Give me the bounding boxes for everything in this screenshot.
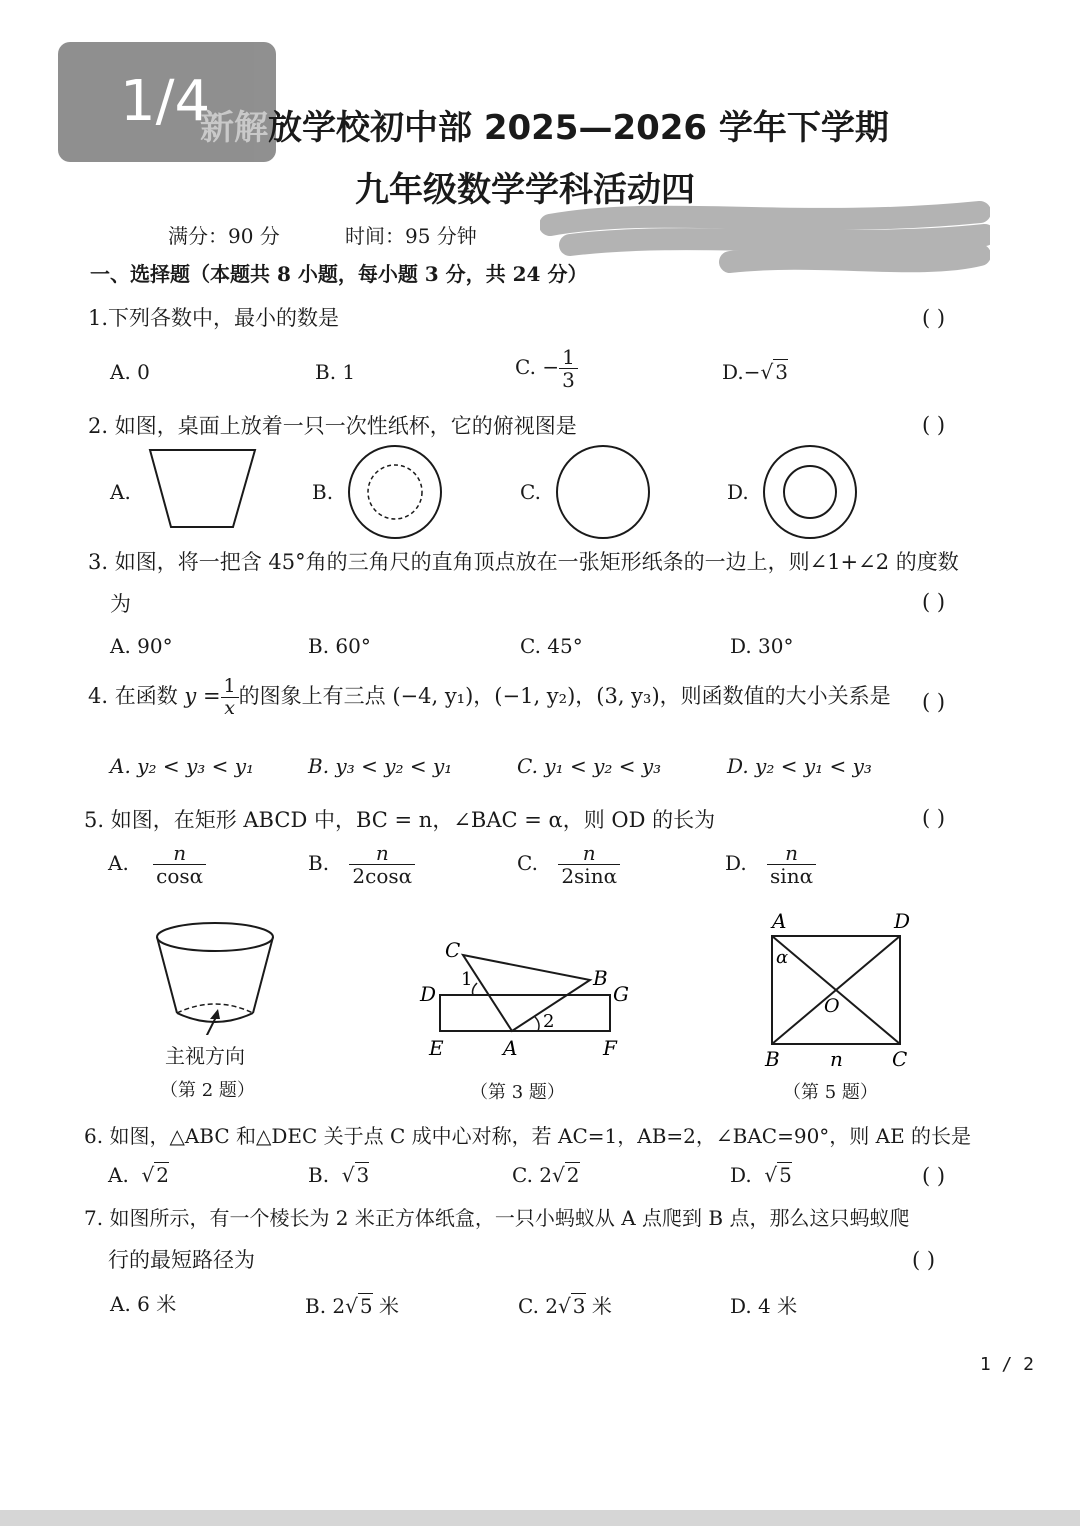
q3-stem-cont: 为 xyxy=(110,592,131,616)
f3-label-D: D xyxy=(420,982,437,1006)
exam-time: 时间：95 分钟 xyxy=(345,224,477,248)
f3-label-E: E xyxy=(429,1036,444,1060)
fig3-caption: （第 3 题） xyxy=(470,1082,565,1103)
q2-option-a: A. xyxy=(110,480,131,504)
q7-option-a: A. 6 米 xyxy=(110,1292,177,1316)
section-heading: 一、选择题（本题共 8 小题，每小题 3 分，共 24 分） xyxy=(90,262,588,286)
q5-stem: 5. 如图，在矩形 ABCD 中，BC = n，∠BAC = α，则 OD 的长为 xyxy=(84,808,716,832)
q2-dashed-ring-figure xyxy=(345,442,445,542)
fig2-caption: （第 2 题） xyxy=(160,1080,255,1101)
q1-option-d: D.−√ 3 xyxy=(722,360,788,384)
q6-option-c: C. 2√ 2 xyxy=(512,1163,580,1187)
q6-option-b: B. √ 3 xyxy=(308,1163,370,1187)
page-indicator-badge: 1/4 xyxy=(58,42,276,162)
q3-option-d: D. 30° xyxy=(730,634,794,658)
redaction-scribble xyxy=(540,200,990,280)
f3-label-F: F xyxy=(603,1036,617,1060)
q7-answer-paren: ( ) xyxy=(912,1248,936,1272)
q1-answer-paren: ( ) xyxy=(922,306,946,330)
q6-option-a: A. √ 2 xyxy=(108,1163,170,1187)
page-number: 1 / 2 xyxy=(979,1354,1034,1375)
view-direction-label: 主视方向 xyxy=(165,1044,245,1068)
q1-option-b: B. 1 xyxy=(315,360,356,384)
q3-stem: 3. 如图，将一把含 45°角的三角尺的直角顶点放在一张矩形纸条的一边上，则∠1+∠2 的度数 xyxy=(88,550,959,574)
q6-stem: 6. 如图，△ABC 和△DEC 关于点 C 成中心对称，若 AC=1，AB=2，∠BAC=90°，则 AE 的长是 xyxy=(84,1124,972,1148)
q4-option-b: B. y₃ < y₂ < y₁ xyxy=(308,754,453,778)
q3-option-b: B. 60° xyxy=(308,634,371,658)
title-faded-text: 新解 xyxy=(200,108,268,148)
q5-answer-paren: ( ) xyxy=(922,806,946,830)
f5-label-C: C xyxy=(892,1047,908,1071)
q1-stem: 1.下列各数中，最小的数是 xyxy=(88,306,340,330)
q3-option-c: C. 45° xyxy=(520,634,583,658)
q3-triangle-strip-figure xyxy=(415,935,645,1065)
f5-label-alpha: α xyxy=(776,947,789,968)
f3-angle-1: 1 xyxy=(461,969,473,990)
fig5-caption: （第 5 题） xyxy=(783,1082,878,1103)
q5-option-b: B. $\frac{n}{2\cos\alpha}$ xyxy=(308,842,415,887)
f5-label-O: O xyxy=(824,995,840,1017)
q2-double-ring-figure xyxy=(760,442,860,542)
title-main-text: 放学校初中部 2025—2026 学年下学期 xyxy=(268,108,889,148)
f3-label-G: G xyxy=(613,982,629,1006)
q5-option-a: A. $\frac{n}{\cos\alpha}$ xyxy=(108,842,206,887)
f5-label-B: B xyxy=(765,1047,780,1071)
exam-subtitle: 九年级数学学科活动四 xyxy=(355,170,695,210)
q2-option-d: D. xyxy=(727,480,749,504)
q2-circle-figure xyxy=(553,442,653,542)
q1-option-c: C. − $\frac{1}{3}$ xyxy=(515,346,578,391)
q4-stem: 4. 在函数 y = $\frac{1}{x}$ 的图象上有三点 (−4, y₁)，(−1, y₂)，(3, y₃)，则函数值的大小关系是 xyxy=(88,675,891,719)
f5-label-A: A xyxy=(772,909,787,933)
q4-option-a: A. y₂ < y₃ < y₁ xyxy=(110,754,255,778)
q5-option-c: C. $\frac{n}{2\sin\alpha}$ xyxy=(517,842,620,887)
exam-title xyxy=(200,100,889,149)
f3-label-C: C xyxy=(445,938,461,962)
q3-option-a: A. 90° xyxy=(110,634,173,658)
f5-label-n: n xyxy=(830,1047,843,1071)
q7-stem-cont: 行的最短路径为 xyxy=(108,1248,255,1272)
f5-label-D: D xyxy=(894,909,911,933)
q2-option-c: C. xyxy=(520,480,541,504)
f3-angle-2: 2 xyxy=(543,1011,555,1032)
cup-figure xyxy=(150,915,280,1035)
q4-option-c: C. y₁ < y₂ < y₃ xyxy=(517,754,662,778)
q4-option-d: D. y₂ < y₁ < y₃ xyxy=(727,754,872,778)
q7-option-c: C. 2√ 3 米 xyxy=(518,1294,612,1318)
q1-option-a: A. 0 xyxy=(110,360,150,384)
q6-option-d: D. √ 5 xyxy=(730,1163,792,1187)
q2-answer-paren: ( ) xyxy=(922,413,946,437)
q2-stem: 2. 如图，桌面上放着一只一次性纸杯，它的俯视图是 xyxy=(88,414,577,438)
full-score: 满分：90 分 xyxy=(168,224,280,248)
f3-label-B: B xyxy=(593,966,608,990)
q7-option-d: D. 4 米 xyxy=(730,1294,798,1318)
q5-rectangle-figure xyxy=(760,908,920,1073)
q7-stem: 7. 如图所示，有一个棱长为 2 米正方体纸盒，一只小蚂蚁从 A 点爬到 B 点，那么这只蚂蚁爬 xyxy=(84,1206,910,1230)
q5-option-d: D. $\frac{n}{\sin\alpha}$ xyxy=(725,842,816,887)
f3-label-A: A xyxy=(503,1036,518,1060)
q3-answer-paren: ( ) xyxy=(922,590,946,614)
q2-option-b: B. xyxy=(312,480,334,504)
bottom-scroll-bar[interactable] xyxy=(0,1510,1080,1526)
q2-trapezoid-figure xyxy=(145,445,260,535)
q6-answer-paren: ( ) xyxy=(922,1164,946,1188)
q7-option-b: B. 2√ 5 米 xyxy=(305,1294,399,1318)
q4-answer-paren: ( ) xyxy=(922,690,946,714)
